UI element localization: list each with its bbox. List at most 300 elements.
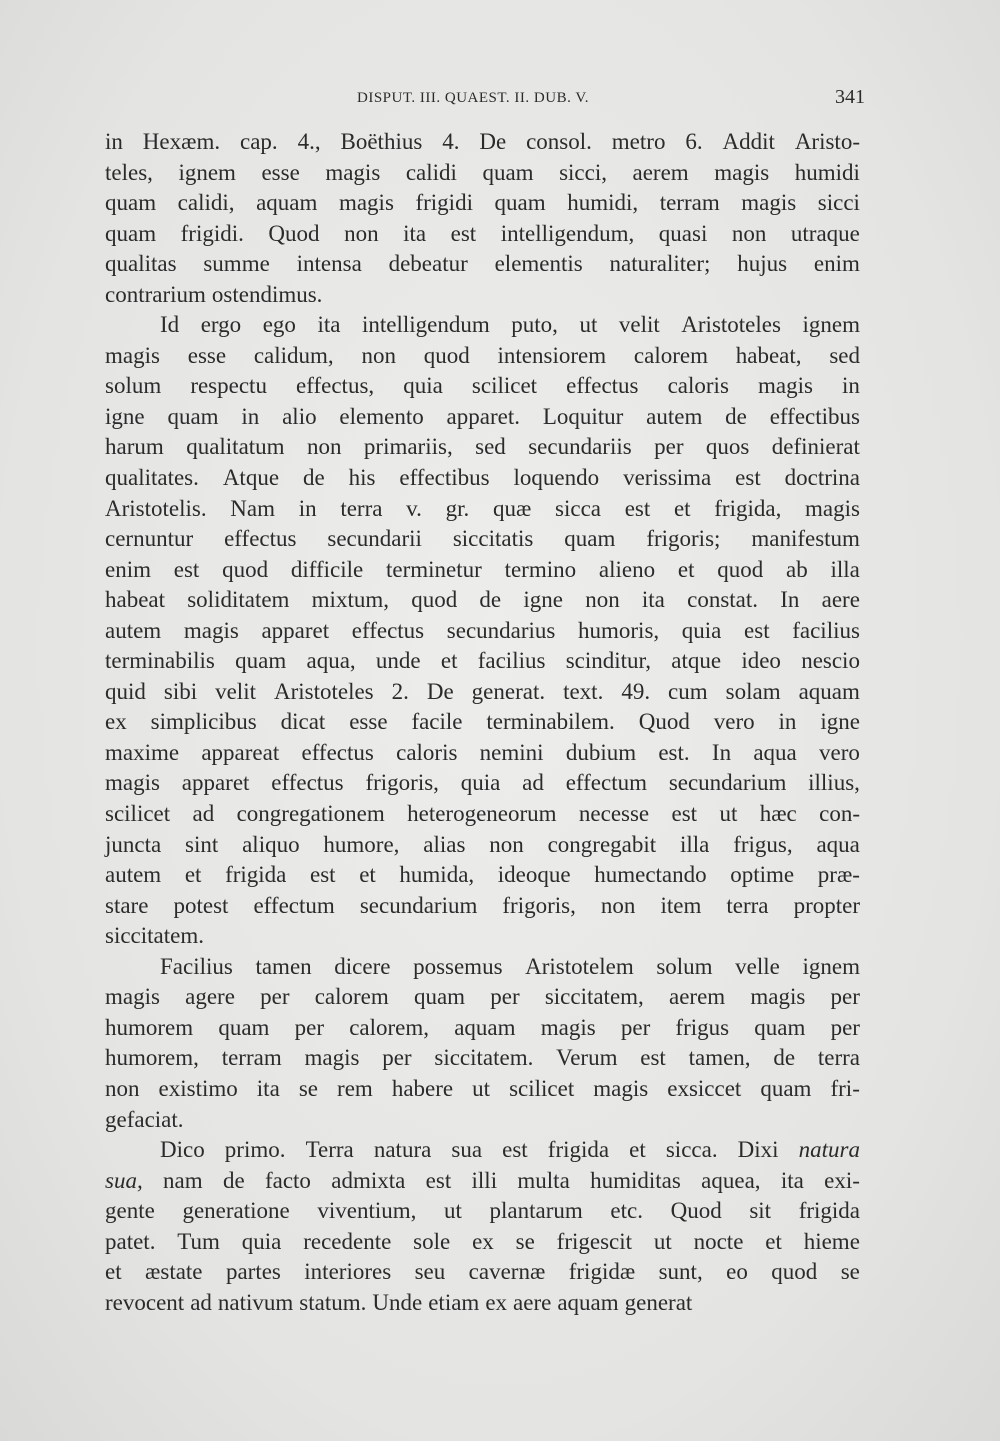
- text-line: [105, 646, 860, 677]
- word: calidum,: [253, 342, 334, 368]
- word: est: [502, 1137, 528, 1163]
- word: frigida: [798, 1198, 860, 1224]
- word: ita: [780, 1167, 804, 1193]
- word: doctrina: [784, 465, 860, 491]
- word: ideo: [741, 648, 781, 674]
- word: magis: [304, 1045, 360, 1071]
- word: solum: [105, 373, 162, 399]
- word: caloris: [396, 739, 458, 765]
- text-line: [105, 921, 860, 952]
- word: terra: [817, 1045, 860, 1071]
- text-line: [105, 677, 860, 708]
- word: terra: [340, 495, 383, 521]
- word: Tum: [177, 1228, 220, 1254]
- word: caloris: [667, 373, 729, 399]
- text-line: [105, 280, 860, 311]
- word: In: [780, 587, 800, 613]
- word: magis: [325, 159, 381, 185]
- word: dicat: [280, 709, 326, 735]
- text-line: [105, 219, 860, 250]
- word: etiam: [428, 1289, 480, 1315]
- word: non: [600, 892, 636, 918]
- word: item: [660, 892, 702, 918]
- word: velle: [735, 953, 780, 979]
- word: se: [840, 1259, 860, 1285]
- word: seu: [414, 1259, 446, 1285]
- page-number: 341: [835, 86, 865, 108]
- word: vero: [713, 709, 755, 735]
- word: contrarium: [105, 281, 206, 307]
- word: magis: [750, 984, 806, 1010]
- text-line: [105, 158, 860, 189]
- word: solum: [656, 953, 713, 979]
- word: per: [654, 434, 684, 460]
- word: Aristoteles: [273, 678, 374, 704]
- word: frigoris;: [646, 526, 721, 552]
- word: est.: [658, 739, 690, 765]
- word: tamen,: [688, 1045, 751, 1071]
- word: hujus: [737, 251, 788, 277]
- word: termino: [504, 556, 577, 582]
- word: humorem: [105, 1014, 194, 1040]
- word: congregationem: [236, 801, 385, 827]
- word: effectus,: [296, 373, 375, 399]
- word: frigida,: [714, 495, 782, 521]
- word: interiores: [304, 1259, 392, 1285]
- running-head: [105, 86, 865, 114]
- word: in: [778, 709, 797, 735]
- word: verissima: [623, 465, 712, 491]
- text-line: [105, 249, 860, 280]
- word: facto: [264, 1167, 311, 1193]
- paragraph: [105, 952, 860, 1135]
- word: sole: [413, 1228, 451, 1254]
- word: se: [515, 1228, 535, 1254]
- text-line: [105, 585, 860, 616]
- word: siccitatem.: [105, 923, 204, 949]
- word: quam: [167, 403, 219, 429]
- text-line: [105, 463, 860, 494]
- word: Unde: [372, 1289, 423, 1315]
- word: frigoris,: [365, 770, 439, 796]
- word: agere: [185, 984, 235, 1010]
- word: effectus: [301, 739, 374, 765]
- word: intensiorem: [497, 342, 607, 368]
- word: sua,: [105, 1167, 143, 1193]
- word: summe: [203, 251, 270, 277]
- word: humoris,: [578, 617, 660, 643]
- word: aerem: [669, 984, 726, 1010]
- word: humidi,: [567, 190, 639, 216]
- text-line: [105, 738, 860, 769]
- word: nocte: [693, 1228, 744, 1254]
- word: harum: [105, 434, 164, 460]
- word: definierat: [771, 434, 860, 460]
- word: aquam: [798, 678, 860, 704]
- word: Quod: [670, 1198, 722, 1224]
- word: Dixi: [737, 1137, 779, 1163]
- word: quia: [403, 373, 443, 399]
- word: magis: [105, 984, 160, 1010]
- word: et: [629, 1137, 646, 1163]
- word: secundarii: [327, 526, 422, 552]
- text-line: [105, 188, 860, 219]
- word: ut: [444, 1198, 462, 1224]
- word: habeat: [105, 587, 166, 613]
- text-line: [105, 555, 860, 586]
- word: frigidæ: [568, 1259, 636, 1285]
- word: aquea,: [701, 1167, 761, 1193]
- text-line: [105, 707, 860, 738]
- word: possemus: [413, 953, 503, 979]
- word: De: [426, 678, 454, 704]
- word: de: [773, 1045, 796, 1071]
- word: intelligendum: [361, 312, 490, 338]
- word: non: [105, 1075, 140, 1101]
- word: de: [725, 403, 747, 429]
- text-line: [105, 310, 860, 341]
- word: quam: [564, 526, 616, 552]
- text-line: [105, 1288, 860, 1319]
- word: tamen: [255, 953, 312, 979]
- word: hæc: [759, 801, 797, 827]
- word: dubium: [565, 739, 637, 765]
- text-line: [105, 1166, 860, 1197]
- word: est: [310, 862, 336, 888]
- word: qualitatum: [186, 434, 285, 460]
- word: per: [830, 1014, 860, 1040]
- word: cernuntur: [105, 526, 194, 552]
- word: secundariis: [528, 434, 632, 460]
- word: text.: [563, 678, 604, 704]
- word: scilicet: [105, 801, 171, 827]
- word: effectus: [271, 770, 344, 796]
- word: sunt,: [658, 1259, 703, 1285]
- word: stare: [105, 892, 149, 918]
- word: frigescit: [556, 1228, 633, 1254]
- word: apparet.: [446, 403, 520, 429]
- word: magis: [714, 159, 770, 185]
- text-line: [105, 1105, 860, 1136]
- word: maxime: [105, 739, 180, 765]
- word: facilius: [792, 617, 860, 643]
- word: ut: [472, 1075, 491, 1101]
- word: sicca: [555, 495, 601, 521]
- text-line: [105, 524, 860, 555]
- word: terram: [221, 1045, 282, 1071]
- word: terminabilem.: [486, 709, 615, 735]
- word: siccitatem,: [544, 984, 644, 1010]
- word: enim: [105, 556, 151, 582]
- word: esse: [187, 342, 227, 368]
- word: fri-: [830, 1075, 860, 1101]
- word: ita: [641, 587, 665, 613]
- text-line: [105, 432, 860, 463]
- text-line: [105, 1135, 860, 1166]
- word: per: [490, 984, 520, 1010]
- word: velit: [215, 678, 256, 704]
- word: ignem: [802, 953, 860, 979]
- word: non: [306, 434, 342, 460]
- word: nativum: [217, 1289, 294, 1315]
- word: partes: [225, 1259, 281, 1285]
- word: intensa: [296, 251, 362, 277]
- word: qualitas: [105, 251, 177, 277]
- word: recedente: [303, 1228, 392, 1254]
- word: calorem: [314, 984, 389, 1010]
- word: aquam: [454, 1014, 516, 1040]
- word: in: [298, 495, 317, 521]
- text-line: [105, 1043, 860, 1074]
- word: per: [294, 1014, 325, 1040]
- word: autem: [105, 862, 162, 888]
- text-line: [105, 982, 860, 1013]
- word: etc.: [610, 1198, 643, 1224]
- word: magis: [805, 495, 860, 521]
- word: apparet: [261, 617, 330, 643]
- word: quam: [760, 1075, 812, 1101]
- word: humidi: [794, 159, 860, 185]
- word: nescio: [801, 648, 860, 674]
- word: ita: [403, 220, 427, 246]
- word: simplicibus: [150, 709, 257, 735]
- word: effectibus: [399, 465, 490, 491]
- word: loquendo: [513, 465, 600, 491]
- word: est: [744, 617, 770, 643]
- word: unde: [375, 648, 421, 674]
- word: esse: [261, 159, 300, 185]
- word: quam: [482, 159, 534, 185]
- word: respectu: [190, 373, 267, 399]
- word: magis: [741, 190, 797, 216]
- word: Loquitur: [542, 403, 624, 429]
- word: quam: [105, 190, 157, 216]
- word: igne: [820, 709, 860, 735]
- word: constat.: [687, 587, 759, 613]
- word: plantarum: [489, 1198, 583, 1224]
- word: teles,: [105, 159, 153, 185]
- text-line: [105, 830, 860, 861]
- word: illi: [471, 1167, 498, 1193]
- word: quia: [241, 1228, 282, 1254]
- word: apparet: [181, 770, 250, 796]
- word: terminabilis: [105, 648, 215, 674]
- word: Facilius: [160, 953, 233, 979]
- word: magis: [183, 617, 239, 643]
- text-line: [105, 860, 860, 891]
- word: sicci,: [559, 159, 607, 185]
- word: ut: [653, 1228, 672, 1254]
- word: facilius: [477, 648, 546, 674]
- word: cap.: [240, 129, 278, 154]
- text-line: [105, 1227, 860, 1258]
- word: debeatur: [388, 251, 468, 277]
- text-line: [105, 1257, 860, 1288]
- word: in: [105, 129, 123, 154]
- word: sit: [749, 1198, 772, 1224]
- text-line: [105, 127, 860, 158]
- word: effectus: [566, 373, 639, 399]
- text-line: [105, 768, 860, 799]
- word: aerem: [632, 159, 689, 185]
- word: ut: [719, 801, 738, 827]
- word: aquam: [256, 190, 318, 216]
- word: Quod: [638, 709, 690, 735]
- word: Aristo-: [794, 129, 860, 154]
- word: Aristotelis.: [105, 495, 207, 521]
- word: velit: [618, 312, 660, 338]
- word: ex: [105, 709, 127, 735]
- text-line: [105, 952, 860, 983]
- word: siccitatis: [452, 526, 534, 552]
- word: alio: [282, 403, 317, 429]
- word: facile: [411, 709, 463, 735]
- word: igne: [523, 587, 563, 613]
- text-line: [105, 402, 860, 433]
- word: est: [735, 465, 761, 491]
- word: eo: [726, 1259, 748, 1285]
- word: Boëthius: [340, 129, 423, 154]
- word: frigoris,: [502, 892, 576, 918]
- text-line: [105, 616, 860, 647]
- word: et: [359, 862, 376, 888]
- word: in: [842, 373, 860, 399]
- word: aliquo: [242, 831, 300, 857]
- word: heterogeneorum: [407, 801, 557, 827]
- word: frigus,: [733, 831, 793, 857]
- word: ab: [786, 556, 808, 582]
- word: quam: [754, 1014, 806, 1040]
- word: quod: [717, 556, 764, 582]
- word: soliditatem: [187, 587, 290, 613]
- word: autem: [105, 617, 162, 643]
- paragraph: [105, 1135, 860, 1318]
- word: existimo: [158, 1075, 238, 1101]
- word: exsiccet: [667, 1075, 742, 1101]
- word: non: [731, 220, 767, 246]
- word: et: [440, 648, 458, 674]
- word: scinditur,: [565, 648, 652, 674]
- word: quam: [413, 984, 466, 1010]
- word: 49.: [621, 678, 651, 704]
- word: quos: [705, 434, 750, 460]
- word: quod: [771, 1259, 818, 1285]
- word: quia: [460, 770, 501, 796]
- word: calidi: [405, 159, 457, 185]
- word: aere: [821, 587, 860, 613]
- word: Atque: [222, 465, 280, 491]
- word: generat.: [471, 678, 546, 704]
- word: quid: [105, 678, 146, 704]
- text-line: [105, 1196, 860, 1227]
- word: naturaliter;: [609, 251, 711, 277]
- word: viventium,: [317, 1198, 417, 1224]
- word: 4.: [442, 129, 460, 154]
- word: humiditas: [590, 1167, 681, 1193]
- word: cum: [668, 678, 708, 704]
- word: puto,: [511, 312, 558, 338]
- word: secundarium: [359, 892, 478, 918]
- word: multa: [517, 1167, 570, 1193]
- word: generat: [624, 1289, 693, 1315]
- word: alias: [423, 831, 466, 857]
- word: siccitatem.: [434, 1045, 534, 1071]
- word: illius,: [808, 770, 860, 796]
- word: æstate: [145, 1259, 203, 1285]
- word: gefaciat.: [105, 1106, 184, 1132]
- word: et: [677, 556, 695, 582]
- word: nemini: [479, 739, 544, 765]
- word: magis: [757, 373, 813, 399]
- word: se: [298, 1075, 318, 1101]
- text-line: [105, 891, 860, 922]
- word: calorem: [633, 342, 708, 368]
- body-text: [105, 127, 860, 1318]
- word: frigida: [547, 1137, 610, 1163]
- word: qualitates.: [105, 465, 199, 491]
- word: terminetur: [386, 556, 482, 582]
- word: generatione: [182, 1198, 290, 1224]
- word: metro: [611, 129, 666, 154]
- word: dicere: [334, 953, 391, 979]
- word: con-: [819, 801, 860, 827]
- word: effectum: [253, 892, 335, 918]
- word: aqua,: [306, 648, 356, 674]
- word: juncta: [105, 831, 162, 857]
- word: magis: [593, 1075, 649, 1101]
- word: terram: [659, 190, 720, 216]
- word: non: [585, 587, 620, 613]
- word: 6.: [685, 129, 703, 154]
- word: est: [450, 220, 477, 246]
- word: per: [382, 1045, 412, 1071]
- word: cavernæ: [468, 1259, 546, 1285]
- word: per: [620, 1014, 651, 1040]
- word: revocent: [105, 1289, 185, 1315]
- word: ita: [256, 1075, 280, 1101]
- word: secundarium: [668, 770, 787, 796]
- word: non: [361, 342, 396, 368]
- word: aqua: [753, 739, 797, 765]
- word: gente: [105, 1198, 155, 1224]
- text-line: [105, 799, 860, 830]
- word: scilicet: [471, 373, 538, 399]
- word: ostendimus.: [211, 281, 323, 307]
- word: ideoque: [497, 862, 571, 888]
- word: ita: [317, 312, 341, 338]
- word: In: [711, 739, 732, 765]
- word: Aristoteles: [681, 312, 781, 338]
- text-line: [105, 341, 860, 372]
- word: atque: [671, 648, 722, 674]
- word: quæ: [492, 495, 532, 521]
- word: calorem,: [349, 1014, 430, 1040]
- word: congregabit: [547, 831, 657, 857]
- word: rem: [337, 1075, 373, 1101]
- word: est: [173, 556, 200, 582]
- word: elemento: [339, 403, 424, 429]
- word: calidi,: [177, 190, 235, 216]
- word: est: [624, 495, 651, 521]
- word: ad: [522, 770, 544, 796]
- text-line: [105, 1013, 860, 1044]
- word: et: [765, 1228, 782, 1254]
- word: in: [241, 403, 260, 429]
- word: nam: [163, 1167, 203, 1193]
- word: et: [105, 1259, 122, 1285]
- word: primo.: [224, 1137, 286, 1163]
- word: effectibus: [769, 403, 860, 429]
